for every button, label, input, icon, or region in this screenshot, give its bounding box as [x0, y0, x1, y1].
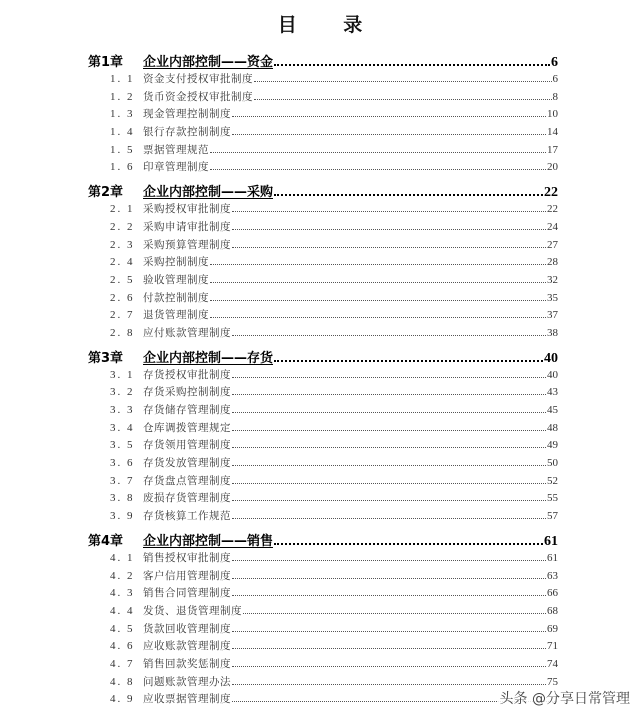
toc-entry[interactable] — [88, 437, 558, 455]
chapter-number: 第3章 — [88, 350, 124, 366]
entry-title: 存货核算工作规范 — [143, 510, 231, 523]
entry-title: 票据管理规范 — [143, 143, 209, 156]
entry-page: 17 — [547, 143, 558, 156]
entry-page: 52 — [547, 474, 558, 487]
toc-entry[interactable] — [88, 674, 558, 692]
entry-title: 应付账款管理制度 — [143, 326, 231, 339]
toc-entry[interactable] — [88, 71, 558, 89]
entry-page: 74 — [547, 657, 558, 670]
entry-number: 4. 9 — [110, 693, 135, 706]
entry-title: 存货授权审批制度 — [143, 368, 231, 381]
toc-chapter[interactable] — [88, 530, 558, 550]
dot-leader — [254, 81, 552, 82]
entry-number: 2. 8 — [110, 326, 135, 339]
entry-page: 71 — [547, 640, 558, 653]
entry-number: 1. 5 — [110, 143, 135, 156]
entry-page: 63 — [547, 569, 558, 582]
toc-entry[interactable] — [88, 124, 558, 142]
entry-page: 20 — [547, 161, 558, 174]
entry-number: 2. 6 — [110, 291, 135, 304]
entry-page: 24 — [547, 220, 558, 233]
entry-title: 应收票据管理制度 — [143, 693, 231, 706]
toc-entry[interactable] — [88, 508, 558, 526]
toc-entry[interactable] — [88, 384, 558, 402]
toc-entry[interactable] — [88, 159, 558, 177]
chapter-title: 企业内部控制——采购 — [143, 185, 274, 201]
toc-entry[interactable] — [88, 473, 558, 491]
toc-entry[interactable] — [88, 367, 558, 385]
entry-number: 4. 6 — [110, 640, 135, 653]
toc-entry[interactable] — [88, 656, 558, 674]
entry-title: 付款控制制度 — [143, 291, 209, 304]
entry-number: 3. 7 — [110, 474, 135, 487]
entry-title: 发货、退货管理制度 — [143, 604, 242, 617]
toc-chapter[interactable] — [88, 51, 558, 71]
toc-chapter[interactable] — [88, 181, 558, 201]
entry-title: 销售授权审批制度 — [143, 551, 231, 564]
dot-leader — [210, 264, 546, 265]
entry-number: 4. 7 — [110, 657, 135, 670]
entry-number: 3. 6 — [110, 457, 135, 470]
dot-leader — [232, 631, 546, 632]
toc-entry[interactable] — [88, 219, 558, 237]
entry-title: 销售回款奖惩制度 — [143, 657, 231, 670]
entry-page: 55 — [547, 492, 558, 505]
chapter-number: 第2章 — [88, 185, 124, 201]
dot-leader — [210, 152, 546, 153]
entry-page: 22 — [547, 203, 558, 216]
chapter-title: 企业内部控制——存货 — [143, 350, 274, 366]
entry-page: 50 — [547, 457, 558, 470]
dot-leader — [232, 666, 546, 667]
entry-page: 45 — [547, 404, 558, 416]
entry-number: 2. 4 — [110, 256, 135, 269]
entry-title: 存货储存管理制度 — [143, 404, 231, 416]
dot-leader — [232, 335, 546, 336]
toc-entry[interactable] — [88, 325, 558, 343]
entry-title: 问题账款管理办法 — [143, 675, 231, 688]
dot-leader — [274, 64, 550, 66]
dot-leader — [210, 300, 546, 301]
entry-title: 采购授权审批制度 — [143, 203, 231, 216]
toc-entry[interactable] — [88, 455, 558, 473]
entry-title: 采购申请审批制度 — [143, 220, 231, 233]
entry-number: 2. 7 — [110, 309, 135, 322]
dot-leader — [232, 412, 546, 413]
entry-page: 38 — [547, 326, 558, 339]
entry-number: 1. 2 — [110, 90, 135, 103]
entry-page: 10 — [547, 108, 558, 121]
toc-entry[interactable] — [88, 603, 558, 621]
dot-leader — [232, 578, 546, 579]
table-of-contents — [88, 47, 558, 709]
entry-title: 退货管理制度 — [143, 309, 209, 322]
entry-page: 43 — [547, 386, 558, 399]
dot-leader — [232, 447, 546, 448]
toc-entry[interactable] — [88, 272, 558, 290]
entry-page: 14 — [547, 126, 558, 139]
entry-title: 印章管理制度 — [143, 161, 209, 174]
entry-page: 32 — [547, 273, 558, 286]
dot-leader — [232, 500, 546, 501]
toc-entry[interactable] — [88, 237, 558, 255]
dot-leader — [254, 99, 552, 100]
toc-entry[interactable] — [88, 585, 558, 603]
entry-number: 3. 9 — [110, 510, 135, 523]
entry-page: 69 — [547, 622, 558, 635]
toc-entry[interactable] — [88, 621, 558, 639]
toc-entry[interactable] — [88, 420, 558, 438]
toc-entry[interactable] — [88, 290, 558, 308]
entry-number: 4. 2 — [110, 569, 135, 582]
toc-entry[interactable] — [88, 638, 558, 656]
chapter-number: 第4章 — [88, 533, 124, 549]
entry-title: 采购控制制度 — [143, 256, 209, 269]
chapter-page: 6 — [551, 55, 558, 70]
entry-page: 8 — [552, 90, 558, 103]
toc-entry[interactable] — [88, 142, 558, 160]
chapter-title: 企业内部控制——资金 — [143, 55, 274, 70]
dot-leader — [232, 483, 546, 484]
toc-entry[interactable] — [88, 106, 558, 124]
entry-title: 仓库调拨管理规定 — [143, 421, 231, 434]
chapter-number: 第1章 — [88, 55, 124, 70]
chapter-page: 61 — [544, 533, 558, 549]
entry-page: 37 — [547, 309, 558, 322]
dot-leader — [232, 229, 546, 230]
toc-entry[interactable] — [88, 402, 558, 420]
entry-number: 4. 8 — [110, 675, 135, 688]
entry-number: 2. 1 — [110, 203, 135, 216]
toc-chapter[interactable] — [88, 347, 558, 367]
dot-leader — [210, 282, 546, 283]
entry-page: 48 — [547, 421, 558, 434]
entry-number: 1. 4 — [110, 126, 135, 139]
entry-title: 验收管理制度 — [143, 273, 209, 286]
entry-page: 61 — [547, 551, 558, 564]
dot-leader — [243, 613, 546, 614]
dot-leader — [232, 648, 546, 649]
entry-number: 4. 1 — [110, 551, 135, 564]
chapter-title: 企业内部控制——销售 — [143, 533, 274, 549]
toc-entry[interactable] — [88, 254, 558, 272]
entry-title: 货款回收管理制度 — [143, 622, 231, 635]
dot-leader — [232, 560, 546, 561]
entry-title: 存货盘点管理制度 — [143, 474, 231, 487]
entry-page: 35 — [547, 291, 558, 304]
toc-entry[interactable] — [88, 550, 558, 568]
toc-entry[interactable] — [88, 89, 558, 107]
entry-page: 75 — [547, 675, 558, 688]
entry-page: 27 — [547, 238, 558, 251]
entry-page: 66 — [547, 587, 558, 600]
entry-page: 6 — [552, 73, 558, 85]
dot-leader — [232, 247, 546, 248]
entry-title: 销售合同管理制度 — [143, 587, 231, 600]
entry-title: 货币资金授权审批制度 — [143, 90, 253, 103]
entry-number: 3. 5 — [110, 439, 135, 452]
entry-number: 1. 6 — [110, 161, 135, 174]
dot-leader — [232, 116, 546, 117]
entry-title: 客户信用管理制度 — [143, 569, 231, 582]
dot-leader — [274, 360, 543, 362]
entry-number: 2. 5 — [110, 273, 135, 286]
entry-title: 应收账款管理制度 — [143, 640, 231, 653]
entry-page: 68 — [547, 604, 558, 617]
dot-leader — [232, 465, 546, 466]
toc-entry[interactable] — [88, 490, 558, 508]
entry-number: 4. 5 — [110, 622, 135, 635]
dot-leader — [210, 317, 546, 318]
entry-page: 57 — [547, 510, 558, 523]
entry-number: 1. 1 — [110, 73, 135, 85]
entry-page: 28 — [547, 256, 558, 269]
entry-page: 49 — [547, 439, 558, 452]
entry-number: 2. 3 — [110, 238, 135, 251]
entry-number: 3. 3 — [110, 404, 135, 416]
dot-leader — [274, 543, 543, 545]
dot-leader — [274, 194, 543, 196]
dot-leader — [232, 684, 546, 685]
dot-leader — [232, 595, 546, 596]
dot-leader — [232, 211, 546, 212]
entry-number: 1. 3 — [110, 108, 135, 121]
toc-entry[interactable] — [88, 307, 558, 325]
entry-title: 废损存货管理制度 — [143, 492, 231, 505]
toc-entry[interactable] — [88, 691, 558, 709]
toc-entry[interactable] — [88, 568, 558, 586]
toc-entry[interactable] — [88, 201, 558, 219]
dot-leader — [232, 394, 546, 395]
entry-number: 3. 4 — [110, 421, 135, 434]
entry-page: 40 — [547, 368, 558, 381]
entry-number: 2. 2 — [110, 220, 135, 233]
dot-leader — [232, 518, 546, 519]
watermark: 头条 @分享日常管理 — [498, 688, 632, 708]
entry-number: 3. 8 — [110, 492, 135, 505]
entry-title: 银行存款控制制度 — [143, 126, 231, 139]
entry-title: 存货发放管理制度 — [143, 457, 231, 470]
entry-number: 4. 3 — [110, 587, 135, 600]
chapter-page: 22 — [544, 185, 558, 201]
page-title: 目 录 — [277, 14, 383, 36]
entry-number: 3. 2 — [110, 386, 135, 399]
dot-leader — [232, 134, 546, 135]
entry-title: 资金支付授权审批制度 — [143, 73, 253, 85]
entry-title: 采购预算管理制度 — [143, 238, 231, 251]
entry-title: 存货采购控制制度 — [143, 386, 231, 399]
entry-title: 现金管理控制制度 — [143, 108, 231, 121]
chapter-page: 40 — [544, 350, 558, 366]
entry-number: 3. 1 — [110, 368, 135, 381]
dot-leader — [210, 169, 546, 170]
entry-title: 存货领用管理制度 — [143, 439, 231, 452]
entry-number: 4. 4 — [110, 604, 135, 617]
dot-leader — [232, 377, 546, 378]
dot-leader — [232, 430, 546, 431]
